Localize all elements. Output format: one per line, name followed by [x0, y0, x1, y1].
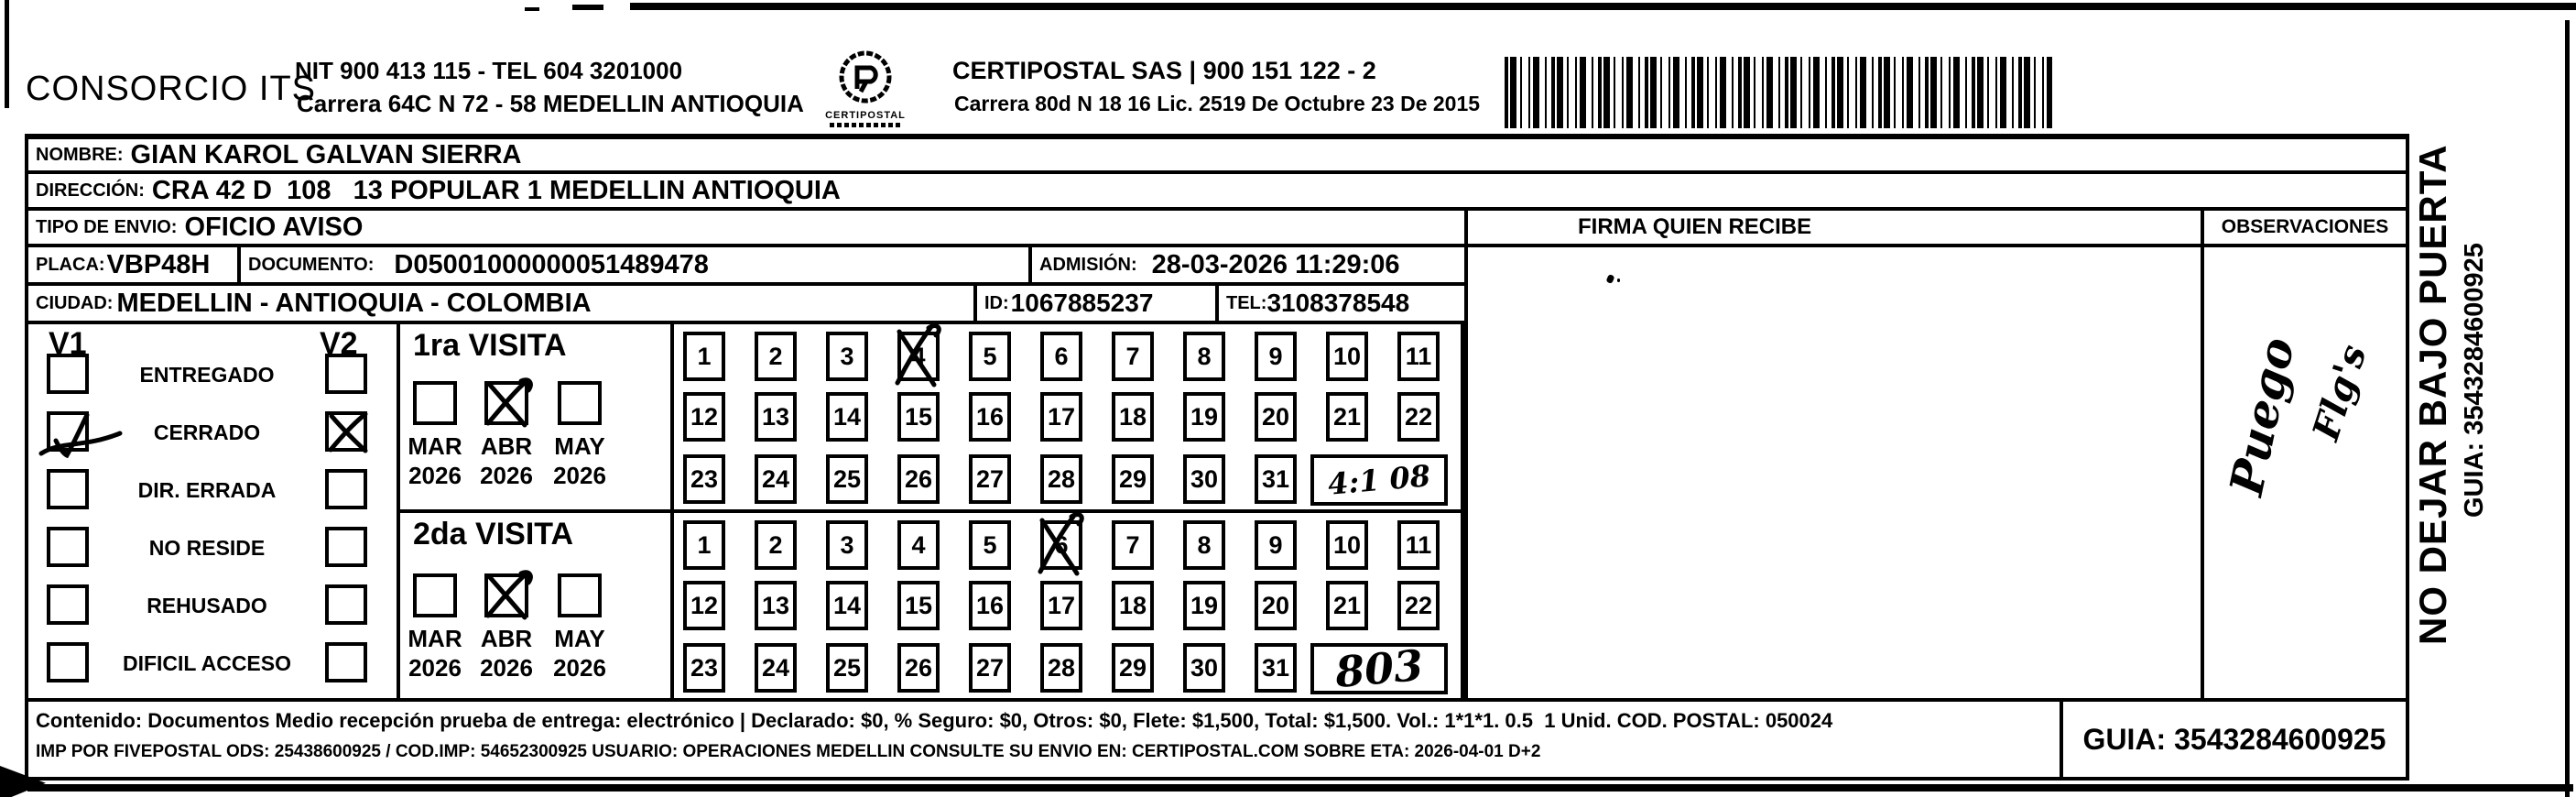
- tel-label: TEL:: [1226, 292, 1267, 313]
- status-label-dificil-acceso: DIFICIL ACCESO: [122, 651, 291, 675]
- firma-header-cell: [1464, 207, 2204, 247]
- tipo-envio-value: OFICIO AVISO: [184, 212, 364, 242]
- calendar-day-8-visit-1[interactable]: 8: [1183, 332, 1225, 381]
- field-nombre: [25, 134, 2409, 174]
- calendar-day-19-visit-1[interactable]: 19: [1183, 392, 1225, 442]
- calendar-day-29-visit-1[interactable]: 29: [1112, 454, 1154, 504]
- status-label-entregado: ENTREGADO: [139, 363, 275, 387]
- calendar-day-6-visit-2[interactable]: 6: [1040, 520, 1082, 570]
- visit-1-calendar: [670, 321, 1464, 513]
- calendar-day-22-visit-2[interactable]: 22: [1397, 581, 1440, 630]
- calendar-day-2-visit-2[interactable]: 2: [755, 520, 797, 570]
- calendar-day-5-visit-2[interactable]: 5: [969, 520, 1011, 570]
- field-tipo-envio: [25, 207, 1468, 247]
- calendar-day-27-visit-2[interactable]: 27: [969, 643, 1011, 693]
- month-checkbox-may-visit-1[interactable]: [558, 381, 602, 425]
- month-year-label: 2026: [408, 654, 462, 682]
- calendar-day-11-visit-2[interactable]: 11: [1397, 520, 1440, 570]
- calendar-day-28-visit-1[interactable]: 28: [1040, 454, 1082, 504]
- calendar-day-24-visit-2[interactable]: 24: [755, 643, 797, 693]
- month-label-mar: MAR: [408, 625, 462, 652]
- calendar-day-27-visit-1[interactable]: 27: [969, 454, 1011, 504]
- placa-value: VBP48H: [106, 249, 211, 279]
- calendar-day-25-visit-2[interactable]: 25: [826, 643, 868, 693]
- calendar-day-2-visit-1[interactable]: 2: [755, 332, 797, 381]
- nombre-label: NOMBRE:: [36, 144, 124, 165]
- month-checkbox-may-visit-2[interactable]: [558, 573, 602, 617]
- calendar-day-5-visit-1[interactable]: 5: [969, 332, 1011, 381]
- observaciones-handwritten-signature: Puego: [2219, 333, 2305, 500]
- status-checkbox-v2-no-reside[interactable]: [325, 527, 367, 567]
- no-dejar-warning-vertical: NO DEJAR BAJO PUERTA: [2411, 144, 2454, 646]
- calendar-day-23-visit-1[interactable]: 23: [683, 454, 725, 504]
- status-checkbox-v1-rehusado[interactable]: [47, 584, 89, 625]
- status-checkbox-v2-entregado[interactable]: [325, 354, 367, 394]
- field-documento: [237, 244, 1032, 286]
- calendar-day-9-visit-1[interactable]: 9: [1255, 332, 1297, 381]
- firma-area: [1464, 244, 2204, 702]
- status-label-dir-errada: DIR. ERRADA: [137, 478, 277, 502]
- calendar-day-8-visit-2[interactable]: 8: [1183, 520, 1225, 570]
- observaciones-header: OBSERVACIONES: [2221, 216, 2389, 237]
- v1-column-header: V1: [49, 326, 87, 361]
- firma-header: FIRMA QUIEN RECIBE: [1578, 214, 1812, 239]
- field-admision: [1028, 244, 1468, 286]
- month-checkbox-mar-visit-1[interactable]: [413, 381, 457, 425]
- logo-label: CERTIPOSTAL: [825, 110, 906, 121]
- status-checkbox-v1-dir-errada[interactable]: [47, 469, 89, 509]
- calendar-day-3-visit-2[interactable]: 3: [826, 520, 868, 570]
- calendar-day-31-visit-1[interactable]: 31: [1255, 454, 1297, 504]
- status-label-rehusado: REHUSADO: [147, 594, 267, 617]
- calendar-day-11-visit-1[interactable]: 11: [1397, 332, 1440, 381]
- id-label: ID:: [984, 292, 1009, 313]
- scan-artifact-left-line: [5, 0, 9, 108]
- visit-2-section: [397, 509, 674, 702]
- field-id: [973, 282, 1219, 324]
- scan-artifact-bottom-bar: [27, 784, 2573, 792]
- tel-value: 3108378548: [1266, 289, 1410, 317]
- field-placa: [25, 244, 241, 286]
- calendar-day-28-visit-2[interactable]: 28: [1040, 643, 1082, 693]
- calendar-day-21-visit-2[interactable]: 21: [1326, 581, 1368, 630]
- company-address-line: Carrera 64C N 72 - 58 MEDELLIN ANTIOQUIA: [297, 90, 804, 117]
- calendar-day-26-visit-1[interactable]: 26: [897, 454, 940, 504]
- calendar-day-15-visit-1[interactable]: 15: [897, 392, 940, 442]
- calendar-day-29-visit-2[interactable]: 29: [1112, 643, 1154, 693]
- calendar-day-10-visit-2[interactable]: 10: [1326, 520, 1368, 570]
- calendar-day-12-visit-1[interactable]: 12: [683, 392, 725, 442]
- month-label-may: MAY: [554, 625, 605, 652]
- calendar-day-31-visit-2[interactable]: 31: [1255, 643, 1297, 693]
- v2-column-header: V2: [320, 326, 358, 361]
- admision-value: 28-03-2026 11:29:06: [1151, 249, 1400, 279]
- scan-artifact-top-dash: [525, 7, 539, 11]
- logo-tagline-dashes: [830, 123, 901, 127]
- month-year-label: 2026: [480, 462, 533, 489]
- calendar-day-24-visit-1[interactable]: 24: [755, 454, 797, 504]
- calendar-day-25-visit-1[interactable]: 25: [826, 454, 868, 504]
- ciudad-value: MEDELLIN - ANTIOQUIA - COLOMBIA: [116, 288, 592, 318]
- handwritten-x-day-4: [886, 321, 951, 392]
- calendar-day-20-visit-1[interactable]: 20: [1255, 392, 1297, 442]
- calendar-day-13-visit-1[interactable]: 13: [755, 392, 797, 442]
- visit-1-title: 1ra VISITA: [413, 328, 567, 363]
- status-label-cerrado: CERRADO: [153, 420, 261, 444]
- calendar-day-9-visit-2[interactable]: 9: [1255, 520, 1297, 570]
- scan-artifact-top-dash: [572, 5, 603, 10]
- calendar-day-19-visit-2[interactable]: 19: [1183, 581, 1225, 630]
- status-checkbox-v2-dir-errada[interactable]: [325, 469, 367, 509]
- month-year-label: 2026: [408, 462, 462, 489]
- ink-speck: [1605, 274, 1614, 284]
- scan-artifact-right-line: [2565, 20, 2570, 797]
- footer-content-cell: [25, 698, 2063, 781]
- calendar-day-15-visit-2[interactable]: 15: [897, 581, 940, 630]
- field-ciudad: [25, 282, 977, 324]
- calendar-day-4-visit-1[interactable]: 4: [897, 332, 940, 381]
- company-nit-line: NIT 900 413 115 - TEL 604 3201000: [295, 57, 683, 84]
- status-checkbox-v2-dificil-acceso[interactable]: [325, 642, 367, 682]
- calendar-day-13-visit-2[interactable]: 13: [755, 581, 797, 630]
- visit-2-title: 2da VISITA: [413, 517, 574, 551]
- handwritten-x-v2-cerrado: [323, 408, 373, 457]
- admision-label: ADMISIÓN:: [1039, 254, 1137, 275]
- month-checkbox-mar-visit-2[interactable]: [413, 573, 457, 617]
- month-year-label: 2026: [480, 654, 533, 682]
- calendar-day-12-visit-2[interactable]: 12: [683, 581, 725, 630]
- ciudad-label: CIUDAD:: [36, 292, 114, 313]
- calendar-day-14-visit-2[interactable]: 14: [826, 581, 868, 630]
- calendar-day-16-visit-1[interactable]: 16: [969, 392, 1011, 442]
- month-label-abr: ABR: [480, 625, 533, 652]
- handwritten-note-visit-1: 4:1 08: [1326, 458, 1432, 502]
- calendar-day-22-visit-1[interactable]: 22: [1397, 392, 1440, 442]
- calendar-day-21-visit-1[interactable]: 21: [1326, 392, 1368, 442]
- calendar-day-18-visit-1[interactable]: 18: [1112, 392, 1154, 442]
- calendar-day-16-visit-2[interactable]: 16: [969, 581, 1011, 630]
- calendar-day-4-visit-2[interactable]: 4: [897, 520, 940, 570]
- month-label-mar: MAR: [408, 432, 462, 460]
- documento-value: D05001000000051489478: [394, 249, 709, 279]
- month-label-abr: ABR: [480, 432, 533, 460]
- handwritten-check-v1-cerrado: [32, 402, 127, 466]
- calendar-day-3-visit-1[interactable]: 3: [826, 332, 868, 381]
- provider-address-line: Carrera 80d N 18 16 Lic. 2519 De Octubre 23 De 2015: [954, 92, 1481, 115]
- calendar-day-17-visit-2[interactable]: 17: [1040, 581, 1082, 630]
- status-label-no-reside: NO RESIDE: [148, 536, 266, 560]
- month-year-label: 2026: [553, 654, 606, 682]
- documento-label: DOCUMENTO:: [248, 254, 375, 275]
- calendar-day-23-visit-2[interactable]: 23: [683, 643, 725, 693]
- scan-artifact-top-bar: [630, 3, 2576, 10]
- guia-box: [2060, 698, 2409, 781]
- placa-label: PLACA:: [36, 254, 105, 275]
- status-checkbox-v1-entregado[interactable]: [47, 354, 89, 394]
- field-direccion: [25, 170, 2409, 211]
- nombre-value: GIAN KAROL GALVAN SIERRA: [130, 139, 522, 169]
- guia-vertical: GUIA: 3543284600925: [2460, 243, 2489, 518]
- field-tel: [1215, 282, 1468, 324]
- month-year-label: 2026: [553, 462, 606, 489]
- barcode: [1505, 57, 2052, 128]
- calendar-day-7-visit-1[interactable]: 7: [1112, 332, 1154, 381]
- visit-2-note-box: [1310, 639, 1448, 698]
- month-label-may: MAY: [554, 432, 605, 460]
- handwritten-x-month-abr: [479, 374, 536, 432]
- observaciones-handwritten-signature: Flg's: [2304, 339, 2375, 446]
- provider-line: CERTIPOSTAL SAS | 900 151 122 - 2: [952, 57, 1376, 84]
- content-summary-line: Contenido: Documentos Medio recepción prueba de entrega: electrónico | Declarado: $0, % Seguro: $0, Otros: $0, Flete: $1,500, Total: $1,500. Vol.: 1*1*1. 0.5 1 Unid. COD. POSTAL: 050024: [36, 709, 1833, 732]
- handwritten-x-day-6: [1029, 509, 1093, 581]
- calendar-day-20-visit-2[interactable]: 20: [1255, 581, 1297, 630]
- calendar-day-1-visit-1[interactable]: 1: [683, 332, 725, 381]
- status-checkbox-v1-dificil-acceso[interactable]: [47, 642, 89, 682]
- direccion-value: CRA 42 D 108 13 POPULAR 1 MEDELLIN ANTIOQUIA: [151, 175, 841, 205]
- handwritten-note-visit-2: 803: [1332, 639, 1426, 698]
- calendar-day-30-visit-2[interactable]: 30: [1183, 643, 1225, 693]
- calendar-day-14-visit-1[interactable]: 14: [826, 392, 868, 442]
- calendar-day-6-visit-1[interactable]: 6: [1040, 332, 1082, 381]
- direccion-label: DIRECCIÓN:: [36, 180, 145, 201]
- status-checkbox-v2-rehusado[interactable]: [325, 584, 367, 625]
- visit-2-calendar: [670, 509, 1464, 702]
- status-checkbox-v1-no-reside[interactable]: [47, 527, 89, 567]
- handwritten-x-month-abr: [479, 566, 536, 625]
- ink-speck: [1617, 278, 1620, 282]
- status-panel: [25, 321, 400, 702]
- observaciones-header-cell: [2201, 207, 2409, 247]
- guia-number: GUIA: 3543284600925: [2082, 722, 2386, 756]
- calendar-day-18-visit-2[interactable]: 18: [1112, 581, 1154, 630]
- visit-1-section: [397, 321, 674, 513]
- company-name: CONSORCIO ITS: [26, 70, 317, 108]
- calendar-day-30-visit-1[interactable]: 30: [1183, 454, 1225, 504]
- id-value: 1067885237: [1010, 289, 1154, 317]
- certipostal-logo-icon: [815, 48, 916, 132]
- calendar-day-17-visit-1[interactable]: 17: [1040, 392, 1082, 442]
- visit-1-note-box: [1310, 454, 1448, 506]
- calendar-day-10-visit-1[interactable]: 10: [1326, 332, 1368, 381]
- calendar-day-1-visit-2[interactable]: 1: [683, 520, 725, 570]
- calendar-day-7-visit-2[interactable]: 7: [1112, 520, 1154, 570]
- tipo-envio-label: TIPO DE ENVIO:: [36, 216, 178, 237]
- calendar-day-26-visit-2[interactable]: 26: [897, 643, 940, 693]
- import-info-line: IMP POR FIVEPOSTAL ODS: 25438600925 / COD.IMP: 54652300925 USUARIO: OPERACIONES MEDELLIN CONSULTE SU ENVIO EN: CERTIPOSTAL.COM SOBRE ETA: 2026-04-01 D+2: [36, 742, 1541, 761]
